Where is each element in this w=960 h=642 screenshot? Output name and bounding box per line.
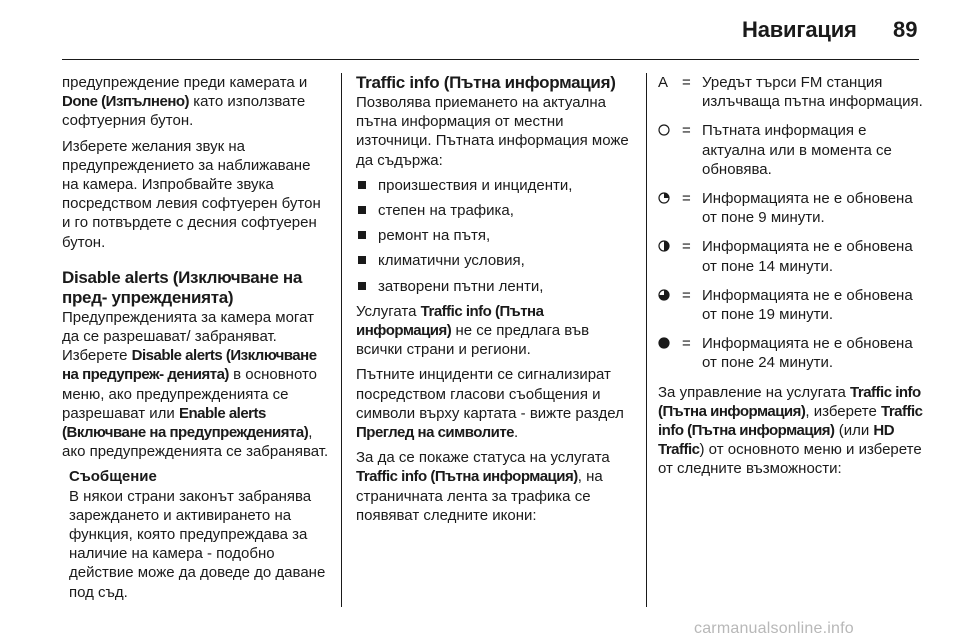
icon-legend: [658, 73, 923, 373]
section-title: Disable alerts (Изключване на пред‐ упрежденията): [62, 267, 303, 307]
legend-text: Информацията не е обновена от поне 24 минути.: [702, 335, 913, 372]
legend-row: [658, 286, 923, 324]
paragraph: За управление на услугата Traffic info (Пътна информация), изберете Traffic info (Пътна информация) (или HD Traffic) от основното меню и изберете от следните възможности:: [658, 383, 923, 478]
column-divider: [341, 73, 342, 607]
note-title: Съобщение: [69, 468, 157, 486]
paragraph: предупреждение преди камерата и Done (Изпълнено) като използвате софтуерния бутон.: [62, 74, 308, 130]
legend-row: [658, 121, 923, 179]
equals-sign: =: [682, 286, 691, 304]
equals-sign: =: [682, 335, 691, 353]
paragraph: Позволява приемането на актуална пътна информация от местни източници. Пътната информация може да съдържа:: [356, 94, 629, 169]
header-rule: [62, 59, 919, 60]
circle-three-quarter-icon: [658, 286, 682, 324]
note-box: [62, 467, 330, 601]
note-body: В някои страни законът забранява зареждането и активирането на функция, която предупреждава за наличие на камера - подобно действие може да доведе до даване под съд.: [69, 487, 326, 601]
legend-text: Информацията не е обновена от поне 9 минути.: [702, 190, 913, 227]
list-item: затворени пътни ленти,: [356, 277, 632, 296]
paragraph: Пътните инциденти се сигнализират посредством гласови съобщения и символи върху картата - вижте раздел Преглед на символите.: [356, 366, 624, 442]
legend-text: Пътната информация е актуална или в момента се обновява.: [702, 122, 892, 178]
equals-sign: =: [682, 238, 691, 256]
legend-row: [658, 237, 923, 275]
paragraph: Изберете желания звук на предупреждението за наближаване на камера. Изпробвайте звука посредством левия софтуерен бутон и го потвърдете с десния софтуерен бутон.: [62, 137, 321, 251]
column-divider: [646, 73, 647, 607]
column-middle: [356, 73, 632, 531]
bullet-list: [356, 176, 632, 296]
legend-text: Информацията не е обновена от поне 19 минути.: [702, 286, 913, 324]
list-item: климатични условия,: [356, 251, 632, 270]
legend-text: Уредът търси FM станция излъчваща пътна информация.: [702, 74, 923, 111]
legend-row: [658, 189, 923, 227]
equals-sign: =: [682, 122, 691, 140]
list-item: произшествия и инциденти,: [356, 176, 632, 195]
page-number: 89: [893, 17, 918, 42]
equals-sign: =: [682, 74, 691, 91]
paragraph: За да се покаже статуса на услугата Traffic info (Пътна информация), на страничната лента за трафика се появяват следните икони:: [356, 449, 610, 524]
paragraph: Услугата Traffic info (Пътна информация) не се предлага във всички страни и региони.: [356, 302, 590, 359]
watermark: carmanualsonline.info: [694, 620, 854, 637]
legend-text: Информацията не е обновена от поне 14 минути.: [702, 238, 913, 275]
column-left: [62, 73, 330, 602]
column-right: [658, 73, 923, 485]
legend-row: [658, 73, 923, 111]
page-title: Навигация: [742, 17, 857, 42]
circle-half-icon: [658, 237, 682, 275]
letter-a-icon: A: [658, 74, 669, 91]
paragraph: Предупрежденията за камера могат да се разрешават/ забраняват. Изберете Disable alerts (Изключване на предупреж‐ денията) в основното меню, ако предупрежденията се разрешават или Enable alerts (Включване на предупрежденията), ако предупрежденията се забраняват.: [62, 308, 329, 461]
equals-sign: =: [682, 190, 691, 208]
section-title: Traffic info (Пътна информация): [356, 73, 616, 92]
circle-full-icon: [658, 334, 682, 372]
circle-quarter-icon: [658, 189, 682, 227]
list-item: степен на трафика,: [356, 201, 632, 220]
legend-row: [658, 334, 923, 372]
list-item: ремонт на пътя,: [356, 226, 632, 245]
circle-empty-icon: [658, 121, 682, 179]
